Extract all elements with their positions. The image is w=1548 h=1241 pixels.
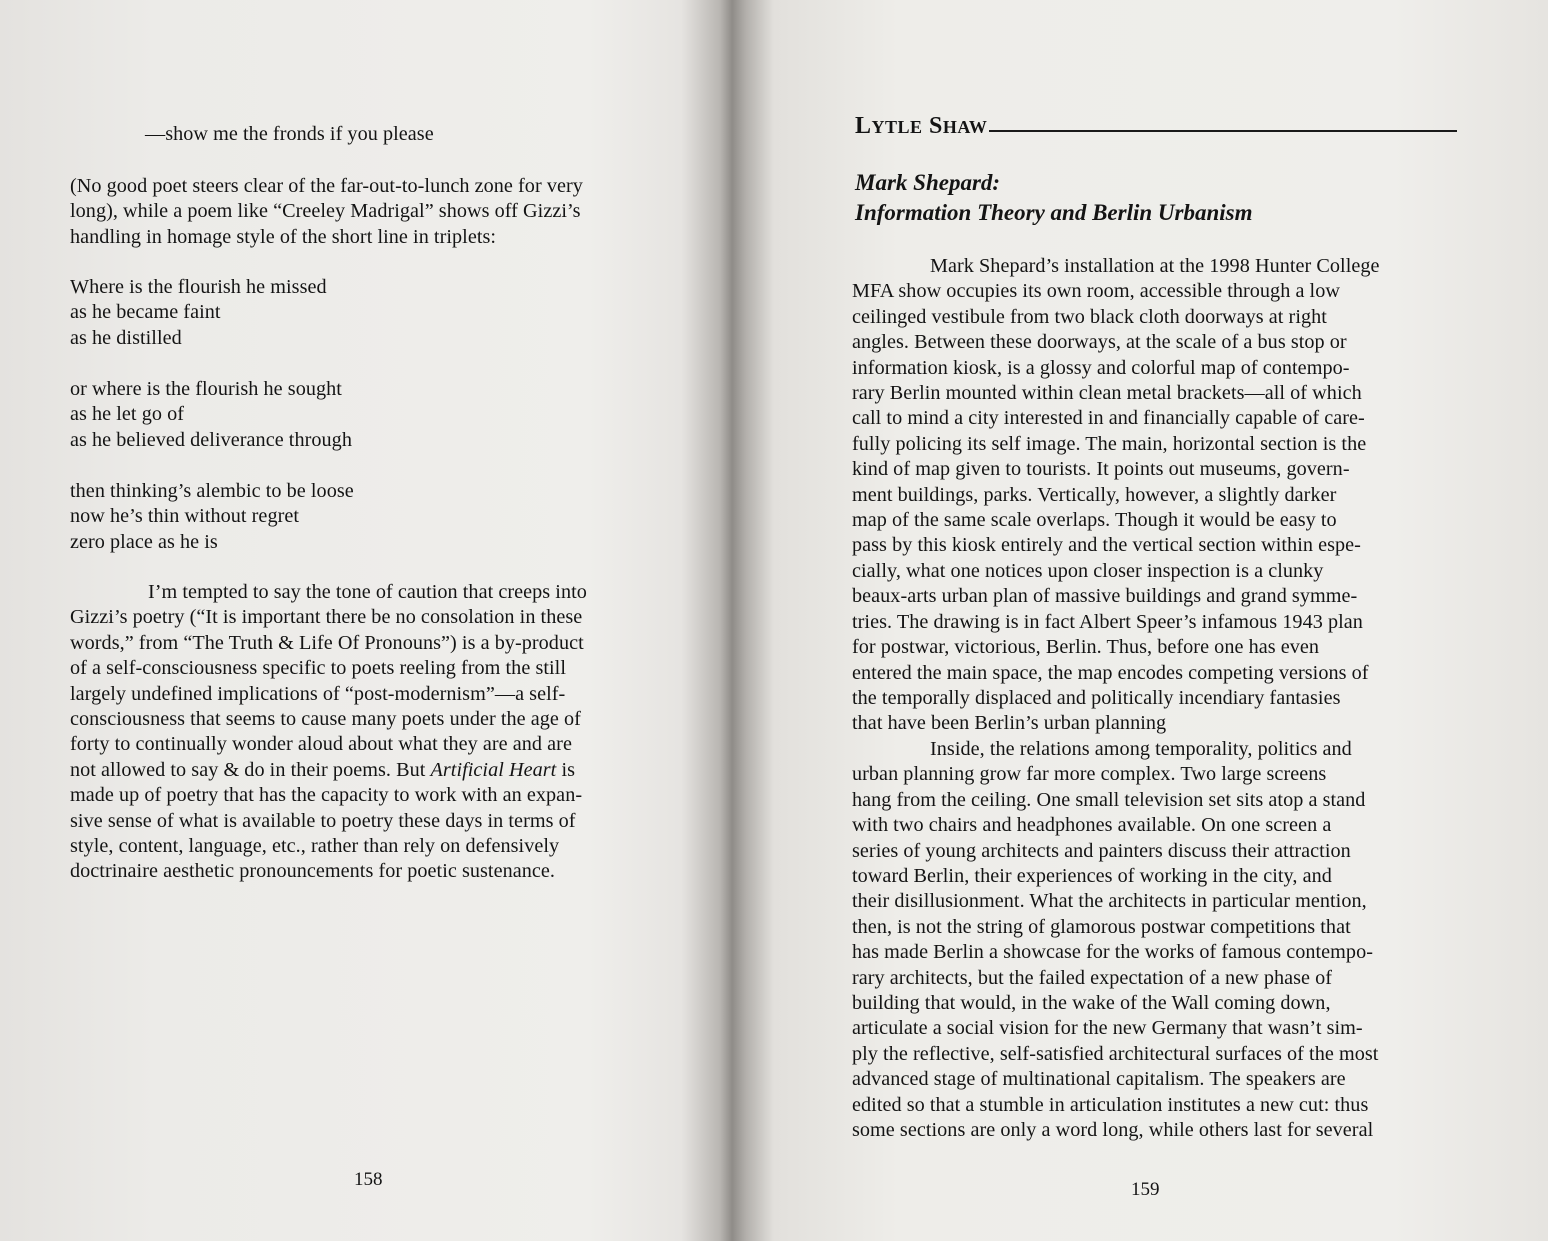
text-line: edited so that a stumble in articulation institutes a new cut: thus — [852, 1093, 1369, 1116]
text-line: rary Berlin mounted within clean metal brackets—all of which — [852, 382, 1362, 405]
text-line: with two chairs and headphones available. On one screen a — [852, 814, 1332, 837]
text-line: kind of map given to tourists. It points out museums, govern- — [852, 458, 1350, 481]
text-line: rary architects, but the failed expectation of a new phase of — [852, 966, 1333, 989]
text-run: not allowed to say & do in their poems. But — [70, 758, 431, 781]
text-line: urban planning grow far more complex. Two large screens — [852, 763, 1327, 786]
poem-line: as he let go of — [70, 403, 184, 426]
right-paragraph-2 — [852, 737, 1378, 1144]
text-line: words,” from “The Truth & Life Of Pronouns”) is a by-product — [70, 631, 584, 654]
text-line: map of the same scale overlaps. Though it would be easy to — [852, 509, 1337, 532]
text-line: long), while a poem like “Creeley Madrigal” shows off Gizzi’s — [70, 200, 581, 223]
text-line: toward Berlin, their experiences of working in the city, and — [852, 865, 1332, 888]
text-line: Gizzi’s poetry (“It is important there be no consolation in these — [70, 606, 583, 629]
author-name — [855, 112, 987, 141]
article-title — [855, 168, 1252, 228]
poem-line: zero place as he is — [70, 530, 218, 553]
text-line: cially, what one notices upon closer inspection is a clunky — [852, 559, 1324, 582]
book-title-italic: Artificial Heart — [430, 758, 557, 781]
right-paragraph-1 — [852, 254, 1380, 737]
text-line: sive sense of what is available to poetry these days in terms of — [70, 809, 576, 832]
author-initial: L — [855, 113, 872, 139]
author-initial: S — [929, 113, 943, 139]
text-line: Inside, the relations among temporality, politics and — [930, 738, 1352, 760]
text-line: ply the reflective, self-satisfied architectural surfaces of the most — [852, 1042, 1379, 1065]
text-line: that have been Berlin’s urban planning — [852, 712, 1167, 735]
title-line: Mark Shepard: — [855, 170, 1001, 195]
text-line: pass by this kiosk entirely and the vertical section within espe- — [852, 534, 1361, 557]
text-line: MFA show occupies its own room, accessible through a low — [852, 280, 1340, 303]
text-line: angles. Between these doorways, at the scale of a bus stop or — [852, 331, 1347, 354]
text-line: then, is not the string of glamorous postwar competitions that — [852, 915, 1351, 938]
text-line: consciousness that seems to cause many poets under the age of — [70, 708, 581, 731]
poem-line: as he believed deliverance through — [70, 428, 352, 451]
text-line: handling in homage style of the short line in triplets: — [70, 225, 497, 248]
poem-line: or where is the flourish he sought — [70, 378, 342, 400]
poem-line: as he distilled — [70, 326, 182, 349]
text-line: style, content, language, etc., rather than rely on defensively — [70, 835, 560, 858]
text-line: beaux-arts urban plan of massive buildings and grand symme- — [852, 585, 1358, 608]
author-smallcaps: YTLE — [871, 117, 923, 137]
text-line: made up of poetry that has the capacity to work with an expan- — [70, 784, 583, 807]
text-line: largely undefined implications of “post-modernism”—a self- — [70, 682, 566, 705]
text-line: ceilinged vestibule from two black cloth doorways at right — [852, 305, 1327, 328]
text-line: Mark Shepard’s installation at the 1998 Hunter College — [930, 255, 1380, 277]
text-line: forty to continually wonder aloud about what they are and are — [70, 733, 572, 756]
text-line: the temporally displaced and politically incendiary fantasies — [852, 686, 1341, 709]
poem-line: now he’s thin without regret — [70, 505, 300, 528]
poem-stanza-2 — [70, 377, 352, 453]
text-line: articulate a social vision for the new Germany that wasn’t sim- — [852, 1017, 1363, 1040]
text-line: for postwar, victorious, Berlin. Thus, before one has even — [852, 636, 1320, 659]
poem-stanza-3 — [70, 479, 354, 555]
epigraph — [145, 122, 434, 147]
text-line: of a self-consciousness specific to poets reeling from the still — [70, 657, 566, 680]
poem-line: as he became faint — [70, 301, 221, 324]
text-line: advanced stage of multinational capitalism. The speakers are — [852, 1068, 1346, 1091]
author-smallcaps: HAW — [942, 117, 988, 137]
text-line: I’m tempted to say the tone of caution that creeps into — [148, 581, 587, 603]
left-paragraph-1 — [70, 174, 583, 250]
text-line: their disillusionment. What the architects in particular mention, — [852, 890, 1367, 913]
poem-line: Where is the flourish he missed — [70, 276, 327, 298]
text-line: ment buildings, parks. Vertically, however, a slightly darker — [852, 483, 1337, 506]
text-line: tries. The drawing is in fact Albert Speer’s infamous 1943 plan — [852, 610, 1363, 633]
page-number-right: 159 — [1131, 1179, 1160, 1200]
text-run: is — [556, 758, 576, 781]
running-header — [855, 112, 1457, 141]
text-line: (No good poet steers clear of the far-out-to-lunch zone for very — [70, 175, 583, 197]
header-rule — [989, 130, 1457, 132]
text-line: series of young architects and painters discuss their attraction — [852, 839, 1351, 862]
page-number-left: 158 — [354, 1169, 383, 1190]
title-line: Information Theory and Berlin Urbanism — [855, 200, 1253, 225]
text-line: doctrinaire aesthetic pronouncements for poetic sustenance. — [70, 860, 556, 883]
text-line: building that would, in the wake of the Wall coming down, — [852, 992, 1331, 1015]
left-paragraph-2 — [70, 580, 587, 885]
text-line: information kiosk, is a glossy and colorful map of contempo- — [852, 356, 1350, 379]
text-line: call to mind a city interested in and financially capable of care- — [852, 407, 1365, 430]
poem-stanza-1 — [70, 275, 327, 351]
text-line — [70, 758, 587, 783]
text-line: hang from the ceiling. One small television set sits atop a stand — [852, 788, 1366, 811]
epigraph-line: —show me the fronds if you please — [145, 123, 434, 145]
text-line: some sections are only a word long, while others last for several — [852, 1119, 1374, 1142]
text-line: fully policing its self image. The main, horizontal section is the — [852, 432, 1367, 455]
poem-line: then thinking’s alembic to be loose — [70, 480, 354, 502]
text-line: entered the main space, the map encodes competing versions of — [852, 661, 1369, 684]
text-line: has made Berlin a showcase for the works of famous contempo- — [852, 941, 1373, 964]
